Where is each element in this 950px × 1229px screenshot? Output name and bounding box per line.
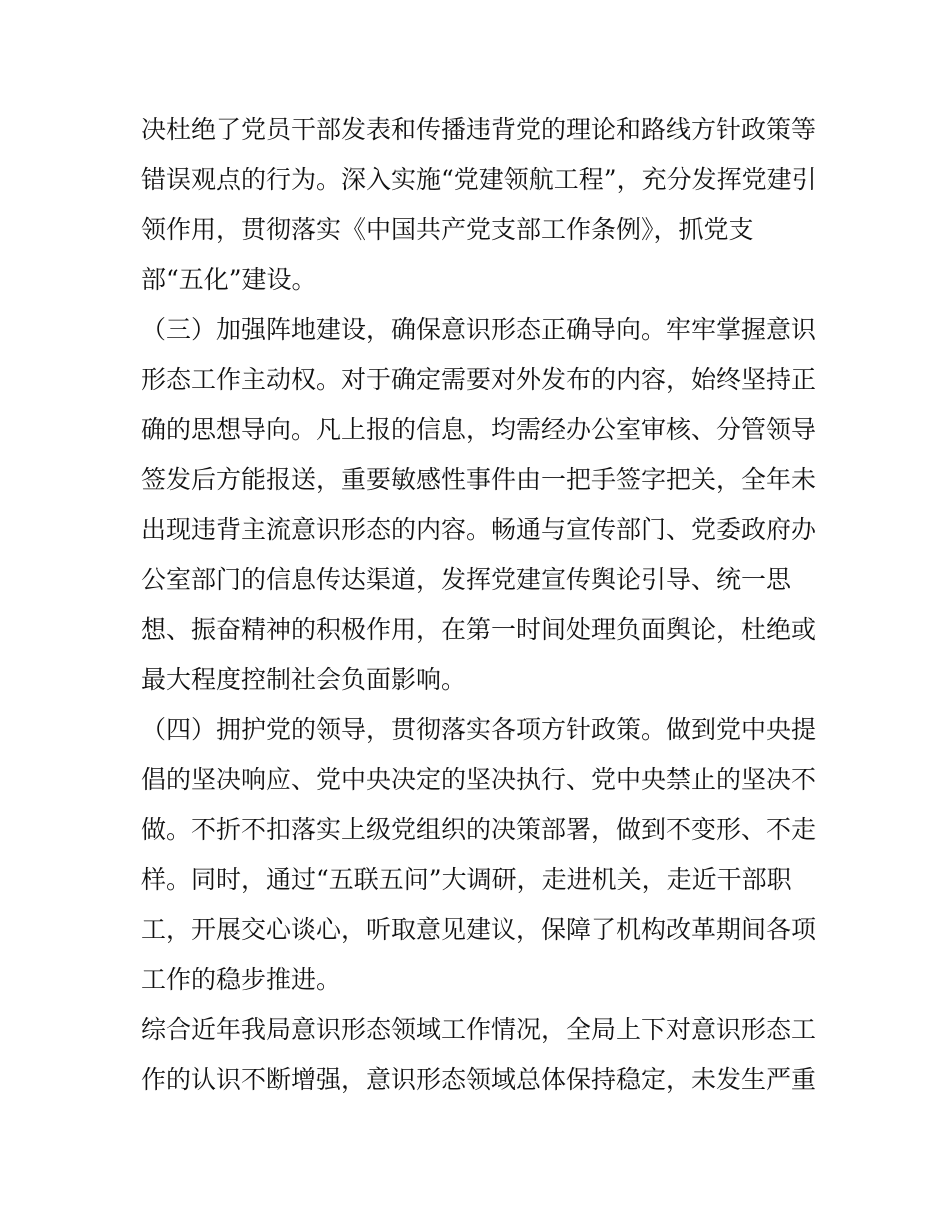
text-line: 形态工作主动权。对于确定需要对外发布的内容，始终坚持正 [141, 365, 817, 394]
text-line: 综合近年我局意识形态领域工作情况，全局上下对意识形态工 [141, 1015, 817, 1044]
text-line: 想、振奋精神的积极作用，在第一时间处理负面舆论，杜绝或 [141, 615, 817, 644]
text-line: 做。不折不扣落实上级党组织的决策部署，做到不变形、不走 [141, 815, 817, 844]
text-line: 领作用，贯彻落实《中国共产党支部工作条例》，抓党支 [141, 215, 754, 244]
text-line: 公室部门的信息传达渠道，发挥党建宣传舆论引导、统一思 [141, 565, 792, 594]
text-line: 决杜绝了党员干部发表和传播违背党的理论和路线方针政策等 [141, 115, 817, 144]
text-line: 错误观点的行为。深入实施“党建领航工程”，充分发挥党建引 [141, 165, 817, 194]
text-line: 作的认识不断增强，意识形态领域总体保持稳定，未发生严重 [141, 1065, 817, 1094]
text-line: 签发后方能报送，重要敏感性事件由一把手签字把关，全年未 [141, 465, 817, 494]
text-line: 工作的稳步推进。 [141, 965, 342, 994]
text-line: 工，开展交心谈心，听取意见建议，保障了机构改革期间各项 [141, 915, 817, 944]
text-line: 样。同时，通过“五联五问”大调研，走进机关，走近干部职 [141, 865, 792, 894]
text-line: 出现违背主流意识形态的内容。畅通与宣传部门、党委政府办 [141, 515, 817, 544]
text-line: 部“五化”建设。 [141, 265, 317, 294]
text-line: 确的思想导向。凡上报的信息，均需经办公室审核、分管领导 [141, 415, 817, 444]
section-heading-line: （三）加强阵地建设，确保意识形态正确导向。牢牢掌握意识 [141, 315, 817, 344]
section-heading-line: （四）拥护党的领导，贯彻落实各项方针政策。做到党中央提 [141, 715, 817, 744]
text-line: 最大程度控制社会负面影响。 [141, 665, 467, 694]
text-line: 倡的坚决响应、党中央决定的坚决执行、党中央禁止的坚决不 [141, 765, 817, 794]
